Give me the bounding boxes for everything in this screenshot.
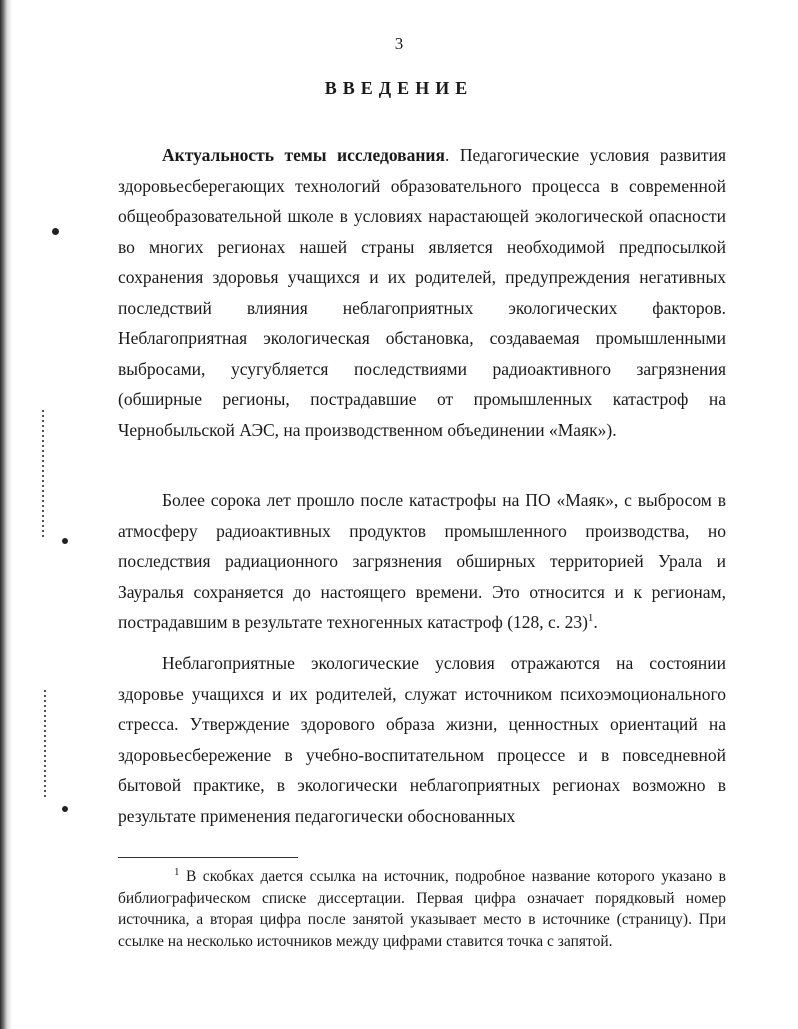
scan-noise-line xyxy=(44,690,46,800)
paragraph-1 xyxy=(118,140,726,445)
paragraph-3 xyxy=(118,648,726,831)
scan-dot-mark xyxy=(52,228,59,235)
scan-noise-line xyxy=(42,410,44,540)
paragraph-text: Неблагоприятные экологические условия отражаются на состоянии здоровье учащихся и их родителей, служат источником психоэмоционального стресса. Утверждение здорового образа жизни, ценностных ориентаций на здоровьесбережение в учебно-воспитательном процессе и в повседневной бытовой практике, в экологически неблагоприятных регионах возможно в результате применения педагогически обоснованных xyxy=(118,653,726,826)
footnote-text: В скобках дается ссылка на источник, подробное название которого указано в библиографическом списке диссертации. Первая цифра означает порядковый номер источника, а вторая цифра после занятой указывает место в источнике (страницу). При ссылке на несколько источников между цифрами ставится точка с запятой. xyxy=(118,868,726,950)
scan-edge-shadow xyxy=(0,0,12,1029)
page-title: ВВЕДЕНИЕ xyxy=(324,78,474,98)
scan-dot-mark xyxy=(62,538,68,544)
paragraph-text: . Педагогические условия развития здоровьесберегающих технологий образовательного процесса в современной общеобразовательной школе в условиях нарастающей экологической опасности во многих регионах нашей страны является необходимой предпосылкой сохранения здоровья учащихся и их родителей, предупреждения негативных последствий влияния неблагоприятных экологических факторов. Неблагоприятная экологическая обстановка, создаваемая промышленными выбросами, усугубляется последствиями радиоактивного загрязнения (обширные регионы, пострадавшие от промышленных катастроф на Чернобыльской АЭС, на производственном объединении «Маяк»). xyxy=(118,145,726,440)
footnote xyxy=(118,866,726,952)
paragraph-2 xyxy=(118,485,726,638)
scan-dot-mark xyxy=(62,806,68,812)
paragraph-lead: Актуальность темы исследования xyxy=(162,145,445,165)
page-number: 3 xyxy=(394,34,404,53)
footnote-divider xyxy=(118,857,298,858)
paragraph-text: Более сорока лет прошло после катастрофы на ПО «Маяк», с выбросом в атмосферу радиоактивных продуктов промышленного производства, но последствия радиационного загрязнения обширных территорией Урала и Зауралья сохраняется до настоящего времени. Это относится и к регионам, пострадавшим в результате техногенных катастроф (128, с. 23) xyxy=(118,490,726,632)
footnote-reference: 1 xyxy=(587,612,594,625)
footnote-marker: 1 xyxy=(174,865,180,878)
paragraph-end-punctuation: . xyxy=(593,612,598,632)
